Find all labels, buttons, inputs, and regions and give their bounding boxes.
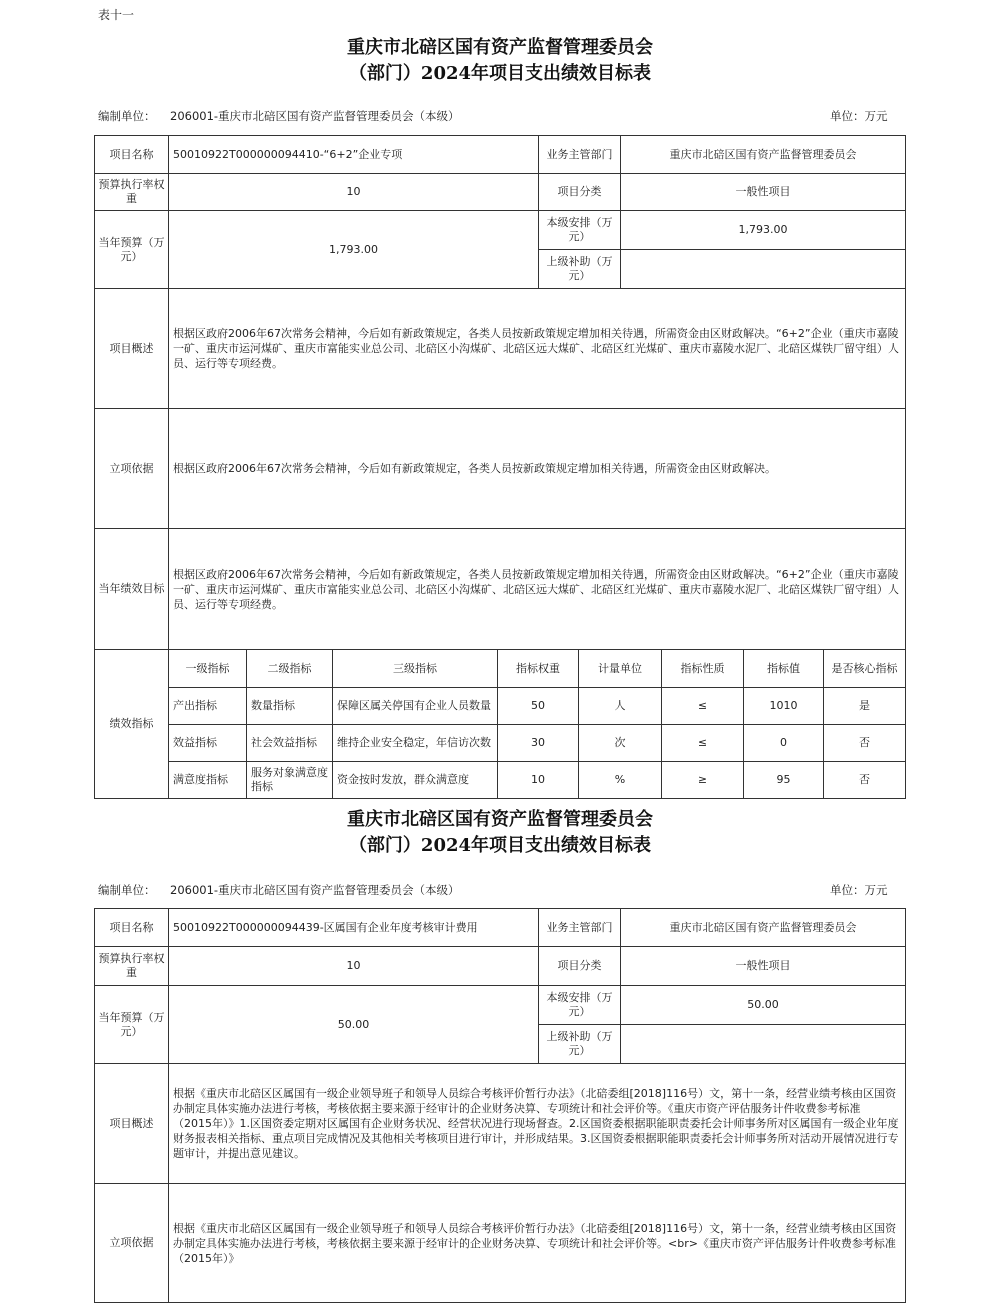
budget-value: 1,793.00 — [168, 210, 539, 289]
ind-cell: 0 — [743, 724, 824, 762]
budget-value: 50.00 — [168, 985, 539, 1064]
local-arrangement-value: 1,793.00 — [620, 210, 906, 250]
basis-text: 根据区政府2006年67次常务会精神，今后如有新政策规定，各类人员按新政策规定增加相关待遇，所需资金由区财政解决。 — [168, 408, 906, 529]
section2-compile-label: 编制单位： — [98, 883, 156, 897]
weight-value: 10 — [168, 173, 539, 211]
weight-label: 预算执行率权重 — [94, 173, 169, 211]
project-name-label: 项目名称 — [94, 135, 169, 174]
ind-cell: 95 — [743, 761, 824, 799]
upper-subsidy-value — [620, 1024, 906, 1064]
section1-title-line1: 重庆市北碚区国有资产监督管理委员会 — [347, 37, 653, 58]
ind-cell: 产出指标 — [168, 687, 247, 725]
ind-header: 一级指标 — [168, 649, 247, 688]
ind-cell: % — [578, 761, 662, 799]
basis-text: 根据《重庆市北碚区区属国有一级企业领导班子和领导人员综合考核评价暂行办法》（北碚委组[2018]116号）文，第十一条，经营业绩考核由区国资办制定具体实施办法进行考核，考核依据主要来源于经审计的企业财务决算、专项统计和社会评价等。<br>《重庆市资产评估服务计件收费参考标准（2015年）》 — [168, 1183, 906, 1303]
goal-text: 根据区政府2006年67次常务会精神，今后如有新政策规定，各类人员按新政策规定增加相关待遇，所需资金由区财政解决。“6+2”企业（重庆市嘉陵一矿、重庆市运河煤矿、重庆市富能实业总公司、北碚区小沟煤矿、北碚区远大煤矿、北碚区红光煤矿、重庆市嘉陵水泥厂、北碚区煤铁厂留守组）人员、运行等专项经费。 — [168, 528, 906, 650]
goal-label: 当年绩效目标 — [94, 528, 169, 650]
upper-subsidy-value — [620, 249, 906, 289]
ind-header: 指标值 — [743, 649, 824, 688]
ind-cell: 满意度指标 — [168, 761, 247, 799]
ind-cell: 50 — [497, 687, 579, 725]
ind-header: 计量单位 — [578, 649, 662, 688]
ind-cell: 社会效益指标 — [246, 724, 333, 762]
project-name-value: 50010922T000000094410-“6+2”企业专项 — [168, 135, 539, 174]
ind-cell: 数量指标 — [246, 687, 333, 725]
budget-label: 当年预算（万元） — [94, 210, 169, 289]
ind-cell: 是 — [823, 687, 906, 725]
overview-label: 项目概述 — [94, 288, 169, 409]
dept-value: 重庆市北碚区国有资产监督管理委员会 — [620, 908, 906, 947]
local-arrangement-label: 本级安排（万元） — [538, 210, 621, 250]
ind-cell: 人 — [578, 687, 662, 725]
overview-text: 根据区政府2006年67次常务会精神，今后如有新政策规定，各类人员按新政策规定增加相关待遇，所需资金由区财政解决。“6+2”企业（重庆市嘉陵一矿、重庆市运河煤矿、重庆市富能实业总公司、北碚区小沟煤矿、北碚区远大煤矿、北碚区红光煤矿、重庆市嘉陵水泥厂、北碚区煤铁厂留守组）人员、运行等专项经费。 — [168, 288, 906, 409]
ind-header: 指标权重 — [497, 649, 579, 688]
overview-text: 根据《重庆市北碚区区属国有一级企业领导班子和领导人员综合考核评价暂行办法》（北碚委组[2018]116号）文，第十一条，经营业绩考核由区国资办制定具体实施办法进行考核，考核依据主要来源于经审计的企业财务决算、专项统计和社会评价等。《重庆市资产评估服务计件收费参考标准（2015年）》1.区国资委定期对区属国有企业财务状况、经营状况进行现场督查。2.区国资委根据职能职责委托会计师事务所对区属国有一级企业年度财务报表相关指标、重点项目完成情况及其他相关考核项目进行审计，并形成结果。3.区国资委根据职能职责委托会计师事务所对活动开展情况进行专题审计，并提出意见建议。 — [168, 1063, 906, 1184]
ind-cell: 10 — [497, 761, 579, 799]
dept-label: 业务主管部门 — [538, 908, 621, 947]
ind-cell: 服务对象满意度指标 — [246, 761, 333, 799]
section2-compile-value: 206001-重庆市北碚区国有资产监督管理委员会（本级） — [170, 883, 460, 897]
weight-label: 预算执行率权重 — [94, 946, 169, 986]
section2-title-line1: 重庆市北碚区国有资产监督管理委员会 — [347, 809, 653, 830]
ind-cell: ≤ — [661, 724, 744, 762]
section1-title-line2: （部门）2024年项目支出绩效目标表 — [348, 63, 652, 84]
ind-header: 三级指标 — [332, 649, 498, 688]
local-arrangement-label: 本级安排（万元） — [538, 985, 621, 1025]
weight-value: 10 — [168, 946, 539, 986]
ind-cell: 否 — [823, 761, 906, 799]
upper-subsidy-label: 上级补助（万元） — [538, 249, 621, 289]
section1-unit: 单位：万元 — [830, 109, 888, 123]
budget-label: 当年预算（万元） — [94, 985, 169, 1064]
local-arrangement-value: 50.00 — [620, 985, 906, 1025]
overview-label: 项目概述 — [94, 1063, 169, 1184]
ind-cell: 1010 — [743, 687, 824, 725]
upper-subsidy-label: 上级补助（万元） — [538, 1024, 621, 1064]
ind-cell: 30 — [497, 724, 579, 762]
ind-cell: 否 — [823, 724, 906, 762]
category-value: 一般性项目 — [620, 173, 906, 211]
basis-label: 立项依据 — [94, 408, 169, 529]
basis-label: 立项依据 — [94, 1183, 169, 1303]
ind-cell: 效益指标 — [168, 724, 247, 762]
ind-header: 是否核心指标 — [823, 649, 906, 688]
section1-compile-value: 206001-重庆市北碚区国有资产监督管理委员会（本级） — [170, 109, 460, 123]
project-name-value: 50010922T000000094439-区属国有企业年度考核审计费用 — [168, 908, 539, 947]
section2-unit: 单位：万元 — [830, 883, 888, 897]
ind-header: 指标性质 — [661, 649, 744, 688]
section2-title-line2: （部门）2024年项目支出绩效目标表 — [348, 835, 652, 856]
category-label: 项目分类 — [538, 946, 621, 986]
project-name-label: 项目名称 — [94, 908, 169, 947]
ind-cell: ≥ — [661, 761, 744, 799]
category-value: 一般性项目 — [620, 946, 906, 986]
ind-header: 二级指标 — [246, 649, 333, 688]
ind-cell: 次 — [578, 724, 662, 762]
ind-cell: 维持企业安全稳定，年信访次数 — [332, 724, 498, 762]
category-label: 项目分类 — [538, 173, 621, 211]
section1-compile-label: 编制单位： — [98, 109, 156, 123]
ind-cell: 资金按时发放，群众满意度 — [332, 761, 498, 799]
indicator-label: 绩效指标 — [94, 649, 169, 799]
ind-cell: 保障区属关停国有企业人员数量 — [332, 687, 498, 725]
dept-label: 业务主管部门 — [538, 135, 621, 174]
dept-value: 重庆市北碚区国有资产监督管理委员会 — [620, 135, 906, 174]
ind-cell: ≤ — [661, 687, 744, 725]
table-number: 表十一 — [98, 8, 135, 22]
